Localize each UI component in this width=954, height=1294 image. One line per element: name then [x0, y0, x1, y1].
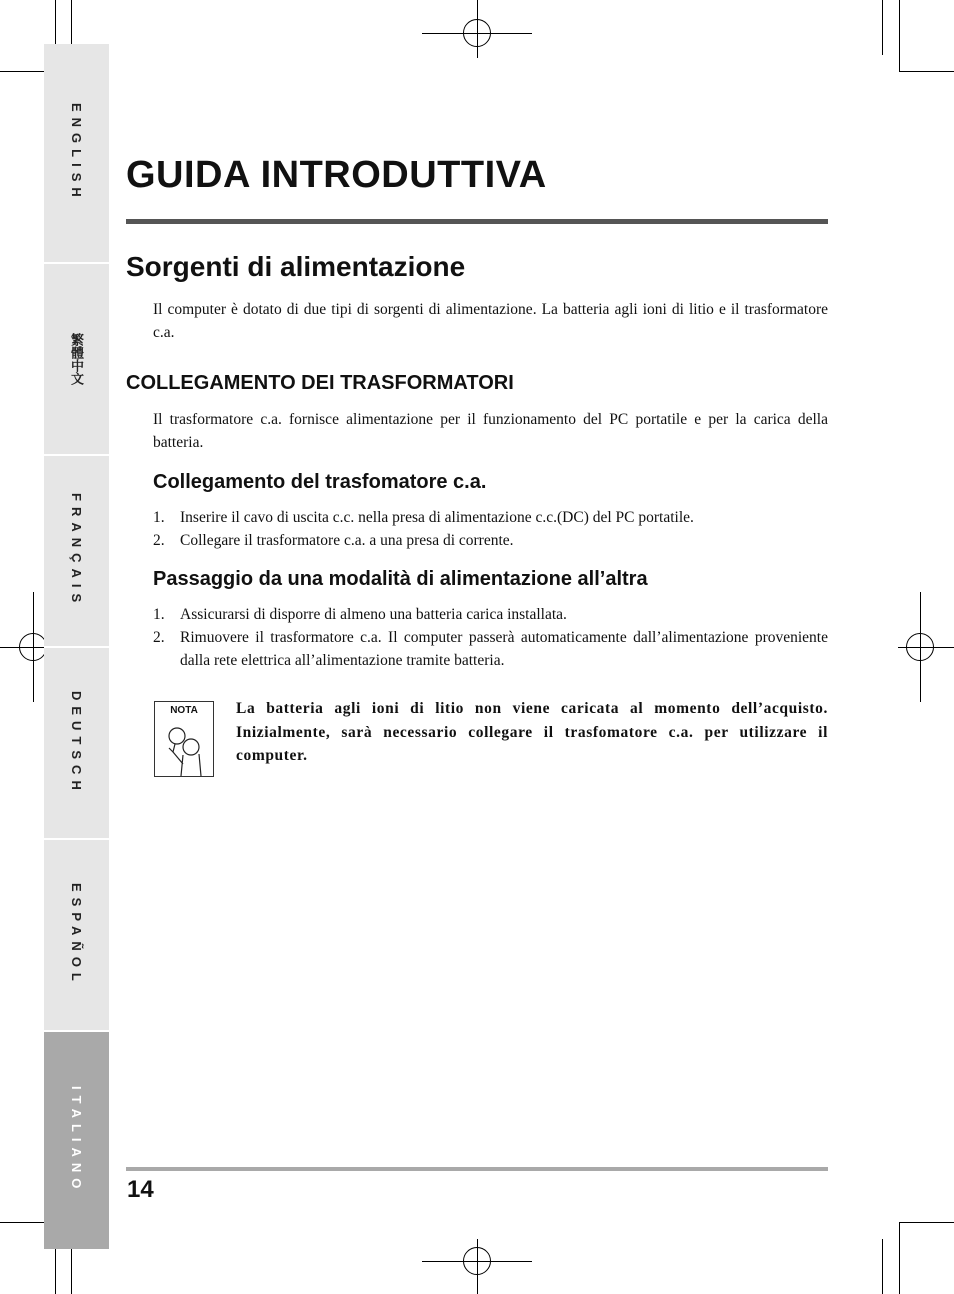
list-item: 2. Collegare il trasformatore c.a. a una presa di corrente. — [153, 532, 514, 549]
section-title: Sorgenti di alimentazione — [126, 251, 466, 282]
note-label: NOTA — [170, 705, 198, 716]
side-tab-italiano — [44, 1032, 109, 1249]
list-item: 1. Inserire il cavo di uscita c.c. nella presa di alimentazione c.c.(DC) del PC portatile. — [153, 509, 694, 526]
side-tab-label: ESPAÑOL — [69, 883, 84, 987]
side-tab-label: ITALIANO — [69, 1086, 84, 1195]
subsection-title: COLLEGAMENTO DEI TRASFORMATORI — [126, 372, 514, 394]
note-icon — [154, 701, 214, 777]
side-tab-francais — [44, 456, 109, 648]
person-pointing-icon — [155, 718, 213, 776]
side-tab-label: DEUTSCH — [69, 690, 84, 796]
page-number: 14 — [127, 1176, 154, 1203]
section-intro: Il computer è dotato di due tipi di sorgenti di alimentazione. La batteria agli ioni di litio e il trasformatore c.a. — [153, 301, 828, 341]
side-tab-label: 繁體中文 — [69, 333, 84, 385]
list-item: 2. Rimuovere il trasformatore c.a. Il computer passerà automaticamente dall’alimentazione proveniente dalla rete elettrica all’alimentazione tramite batteria. — [153, 629, 828, 669]
subsection-intro: Il trasformatore c.a. fornisce alimentazione per il funzionamento del PC portatile e per la carica della batteria. — [153, 411, 828, 451]
list-item: 1. Assicurarsi di disporre di almeno una batteria carica installata. — [153, 606, 567, 623]
note-text: La batteria agli ioni di litio non viene caricata al momento dell’acquisto. Inizialmente, sarà necessario collegare il trasfomatore c.a. per utilizzare il computer. — [236, 700, 828, 764]
side-tab-chinese — [44, 264, 109, 456]
side-tab-label: FRANÇAIS — [69, 493, 84, 609]
side-tab-espanol — [44, 840, 109, 1032]
title-divider — [126, 219, 828, 224]
switching-title: Passaggio da una modalità di alimentazione all’altra — [153, 568, 648, 590]
side-tab-deutsch — [44, 648, 109, 840]
page-title: GUIDA INTRODUTTIVA — [126, 154, 547, 196]
connect-steps — [153, 506, 828, 552]
footer-divider — [126, 1167, 828, 1171]
side-tab-label: ENGLISH — [69, 103, 84, 203]
connect-title: Collegamento del trasfomatore c.a. — [153, 471, 487, 493]
switching-steps — [153, 603, 828, 672]
side-tab-english — [44, 44, 109, 264]
